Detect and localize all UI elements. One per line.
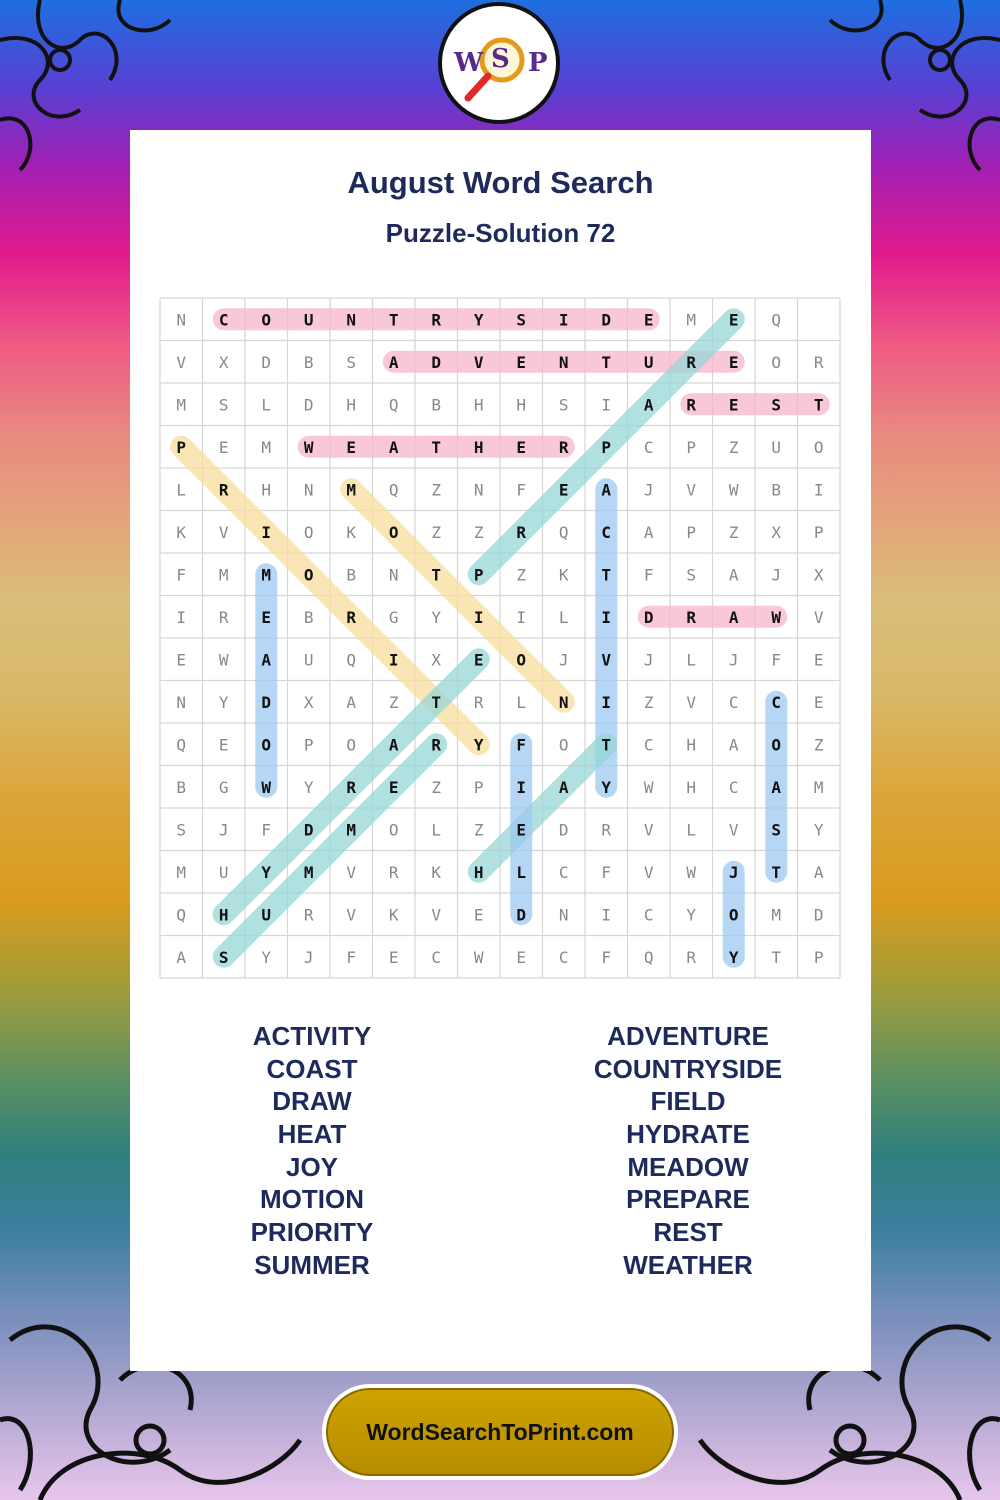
grid-letter: X — [303, 692, 314, 712]
grid-letter: L — [516, 692, 527, 712]
grid-letter: Y — [473, 735, 484, 755]
grid-letter: W — [771, 607, 782, 627]
grid-letter: V — [218, 522, 229, 542]
grid-letter: X — [813, 565, 824, 585]
grid-letter: E — [473, 650, 484, 670]
grid-letter: B — [346, 565, 357, 585]
grid-letter: I — [261, 522, 272, 542]
grid-letter: A — [643, 522, 654, 542]
grid-letter: Y — [473, 310, 484, 330]
grid-letter: A — [388, 352, 399, 372]
grid-letter: T — [601, 352, 612, 372]
grid-letter: J — [558, 650, 569, 670]
grid-letter: A — [261, 650, 272, 670]
logo-letter-p: P — [528, 48, 548, 78]
grid-letter: N — [473, 480, 484, 500]
grid-letter: X — [771, 522, 782, 542]
grid-letter: R — [431, 310, 442, 330]
grid-letter: B — [431, 395, 442, 415]
grid-letter: H — [686, 777, 697, 797]
grid-letter: I — [558, 310, 569, 330]
grid-letter: Y — [218, 692, 229, 712]
grid-letter: D — [813, 905, 824, 925]
grid-letter: T — [431, 692, 442, 712]
grid-letter: V — [431, 905, 442, 925]
word-list-left — [162, 1020, 462, 1282]
grid-letter: U — [771, 437, 782, 457]
grid-letter: S — [686, 565, 697, 585]
grid-letter: R — [346, 777, 357, 797]
grid-letter: A — [643, 395, 654, 415]
grid-letter: R — [686, 607, 697, 627]
grid-letter: Y — [728, 947, 739, 967]
grid-letter: R — [516, 522, 527, 542]
grid-letter: U — [218, 862, 229, 882]
grid-letter: R — [813, 352, 824, 372]
grid-letter: X — [431, 650, 442, 670]
grid-letter: Z — [431, 777, 442, 797]
grid-letter: M — [346, 480, 357, 500]
grid-letter: V — [686, 480, 697, 500]
grid-letter: Z — [728, 437, 739, 457]
grid-letter: J — [728, 862, 739, 882]
grid-letter: F — [516, 735, 527, 755]
grid-letter: E — [643, 310, 654, 330]
word-search-grid — [150, 290, 850, 990]
grid-letter: W — [303, 437, 314, 457]
grid-letter: C — [558, 862, 569, 882]
grid-letter: A — [771, 777, 782, 797]
grid-letter: V — [686, 692, 697, 712]
word-item: HYDRATE — [626, 1119, 750, 1150]
grid-letter: Y — [686, 905, 697, 925]
grid-letter: F — [516, 480, 527, 500]
grid-letter: N — [558, 692, 569, 712]
grid-letter: C — [218, 310, 229, 330]
grid-letter: P — [303, 735, 314, 755]
grid-letter: Y — [601, 777, 612, 797]
grid-letter: E — [728, 310, 739, 330]
grid-letter: U — [303, 310, 314, 330]
grid-letter: W — [218, 650, 229, 670]
logo-letter-s: S — [491, 44, 510, 74]
grid-letter: A — [388, 437, 399, 457]
grid-letter: M — [261, 437, 272, 457]
grid-letter: J — [771, 565, 782, 585]
grid-letter: C — [431, 947, 442, 967]
grid-letter: Y — [431, 607, 442, 627]
grid-letter: W — [473, 947, 484, 967]
grid-letter: E — [346, 437, 357, 457]
grid-letter: G — [218, 777, 229, 797]
grid-letter: O — [261, 310, 272, 330]
grid-letter: S — [771, 820, 782, 840]
grid-letter: E — [516, 820, 527, 840]
grid-letter: V — [728, 820, 739, 840]
grid-letter: V — [473, 352, 484, 372]
grid-letter: A — [388, 735, 399, 755]
grid-letter: T — [388, 310, 399, 330]
grid-letter: R — [346, 607, 357, 627]
word-item: ACTIVITY — [252, 1021, 372, 1051]
grid-letter: L — [558, 607, 569, 627]
grid-letter: S — [346, 352, 357, 372]
grid-letter: P — [686, 437, 697, 457]
grid-letter: L — [176, 480, 187, 500]
word-item: COAST — [266, 1053, 358, 1084]
grid-letter: W — [261, 777, 272, 797]
grid-letter: H — [516, 395, 527, 415]
grid-letter: C — [643, 437, 654, 457]
grid-letter: Y — [261, 947, 272, 967]
grid-letter: I — [601, 607, 612, 627]
word-item: PREPARE — [626, 1184, 750, 1215]
grid-letter: K — [346, 522, 357, 542]
grid-letter: D — [431, 352, 442, 372]
grid-letter: T — [601, 565, 612, 585]
grid-letter: D — [261, 692, 272, 712]
grid-letter: F — [261, 820, 272, 840]
grid-letter: O — [558, 735, 569, 755]
site-badge[interactable] — [326, 1388, 674, 1476]
word-item: SUMMER — [254, 1249, 370, 1280]
grid-letter: O — [346, 735, 357, 755]
grid-letter: A — [601, 480, 612, 500]
grid-letter: N — [176, 310, 187, 330]
grid-letter: M — [218, 565, 229, 585]
grid-letter: W — [728, 480, 739, 500]
grid-letter: E — [516, 352, 527, 372]
grid-letter: E — [388, 947, 399, 967]
word-item: COUNTRYSIDE — [593, 1053, 783, 1084]
grid-letter: M — [176, 395, 187, 415]
grid-letter: Q — [346, 650, 357, 670]
grid-letter: I — [516, 607, 527, 627]
grid-letter: I — [601, 692, 612, 712]
grid-letter: O — [388, 522, 399, 542]
grid-letter: H — [473, 395, 484, 415]
grid-letter: B — [771, 480, 782, 500]
grid-letter: R — [686, 352, 697, 372]
word-item: WEATHER — [623, 1249, 753, 1280]
grid-letter: R — [218, 607, 229, 627]
grid-letter: I — [516, 777, 527, 797]
grid-letter: E — [558, 480, 569, 500]
grid-letter: E — [261, 607, 272, 627]
grid-letter: R — [558, 437, 569, 457]
grid-letter: D — [601, 310, 612, 330]
grid-letter: L — [686, 650, 697, 670]
grid-letter: M — [261, 565, 272, 585]
word-item: MEADOW — [627, 1151, 749, 1182]
grid-letter: E — [813, 650, 824, 670]
grid-letter: K — [388, 905, 399, 925]
grid-letter: N — [176, 692, 187, 712]
grid-letter: H — [346, 395, 357, 415]
grid-letter: W — [643, 777, 654, 797]
grid-letter: T — [771, 947, 782, 967]
grid-letter: Y — [813, 820, 824, 840]
grid-letter: E — [218, 437, 229, 457]
grid-letter: J — [643, 480, 654, 500]
grid-letter: J — [728, 650, 739, 670]
grid-letter: F — [601, 947, 612, 967]
grid-letter: P — [813, 522, 824, 542]
grid-letter: P — [686, 522, 697, 542]
grid-letter: A — [558, 777, 569, 797]
grid-letter: Z — [388, 692, 399, 712]
grid-letter: Q — [388, 480, 399, 500]
page-subtitle: Puzzle-Solution 72 — [385, 218, 616, 248]
grid-letter: K — [176, 522, 187, 542]
grid-letter: P — [176, 437, 187, 457]
grid-letter: A — [728, 565, 739, 585]
grid-letter: U — [643, 352, 654, 372]
grid-letter: V — [346, 862, 357, 882]
grid-letter: A — [346, 692, 357, 712]
grid-letter: Z — [516, 565, 527, 585]
grid-letter: E — [728, 352, 739, 372]
word-item: REST — [653, 1217, 723, 1248]
grid-letter: T — [431, 565, 442, 585]
grid-letter: O — [388, 820, 399, 840]
grid-letter: F — [643, 565, 654, 585]
grid-letter: M — [813, 777, 824, 797]
grid-letter: D — [516, 905, 527, 925]
grid-letter: V — [643, 862, 654, 882]
grid-letter: B — [303, 352, 314, 372]
grid-letter: M — [303, 862, 314, 882]
grid-letter: I — [813, 480, 824, 500]
grid-letter: F — [601, 862, 612, 882]
grid-letter: P — [473, 777, 484, 797]
grid-letter: S — [516, 310, 527, 330]
grid-letter: J — [303, 947, 314, 967]
grid-letter: I — [601, 905, 612, 925]
logo — [438, 2, 560, 124]
grid-letter: M — [346, 820, 357, 840]
grid-letter: R — [473, 692, 484, 712]
grid-letter: H — [473, 437, 484, 457]
word-item: MOTION — [260, 1184, 364, 1215]
grid-letter: R — [431, 735, 442, 755]
grid-letter: E — [813, 692, 824, 712]
grid-letter: U — [303, 650, 314, 670]
grid-letter: S — [176, 820, 187, 840]
grid-letter: W — [686, 862, 697, 882]
grid-letter: S — [218, 947, 229, 967]
grid-letter: Q — [771, 310, 782, 330]
word-item: HEAT — [277, 1119, 347, 1150]
grid-letter: E — [218, 735, 229, 755]
grid-letter: Z — [431, 522, 442, 542]
grid-letter: V — [813, 607, 824, 627]
grid-letter: I — [473, 607, 484, 627]
grid-letter: Y — [303, 777, 314, 797]
grid-letter: N — [558, 905, 569, 925]
grid-letter: I — [601, 395, 612, 415]
grid-letter: C — [558, 947, 569, 967]
grid-letter: V — [176, 352, 187, 372]
grid-letter: R — [601, 820, 612, 840]
grid-letter: D — [643, 607, 654, 627]
grid-letter: A — [813, 862, 824, 882]
grid-letter: N — [558, 352, 569, 372]
grid-letter: H — [473, 862, 484, 882]
grid-letter: M — [771, 905, 782, 925]
grid-letter: I — [388, 650, 399, 670]
grid-letter: R — [686, 395, 697, 415]
grid-letter: D — [558, 820, 569, 840]
grid-letter: R — [303, 905, 314, 925]
grid-letter: F — [176, 565, 187, 585]
grid-letter: M — [176, 862, 187, 882]
grid-letter: R — [388, 862, 399, 882]
site-link[interactable]: WordSearchToPrint.com — [366, 1418, 634, 1445]
grid-letter: L — [686, 820, 697, 840]
grid-letter: O — [771, 352, 782, 372]
grid-letter: I — [176, 607, 187, 627]
grid-letter: A — [728, 607, 739, 627]
grid-letter: L — [516, 862, 527, 882]
word-item: FIELD — [650, 1086, 726, 1117]
grid-letter: R — [218, 480, 229, 500]
grid-letter: C — [643, 905, 654, 925]
grid-letter: P — [473, 565, 484, 585]
grid-letter: F — [346, 947, 357, 967]
grid-letter: S — [558, 395, 569, 415]
grid-letter: S — [218, 395, 229, 415]
grid-letter: X — [218, 352, 229, 372]
grid-letter: H — [218, 905, 229, 925]
grid-letter: Y — [261, 862, 272, 882]
word-item: ADVENTURE — [607, 1021, 769, 1051]
grid-letter: V — [601, 650, 612, 670]
grid-letter: H — [686, 735, 697, 755]
grid-letter: D — [303, 395, 314, 415]
grid-letter: E — [516, 947, 527, 967]
grid-letter: V — [346, 905, 357, 925]
grid-letter: Z — [473, 522, 484, 542]
grid-letter: Q — [388, 395, 399, 415]
grid-letter: Z — [473, 820, 484, 840]
grid-letter: O — [813, 437, 824, 457]
grid-letter: U — [261, 905, 272, 925]
grid-letter: A — [176, 947, 187, 967]
grid-letter: Q — [558, 522, 569, 542]
grid-letter: D — [303, 820, 314, 840]
grid-letter: E — [728, 395, 739, 415]
grid-letter: O — [303, 565, 314, 585]
grid-letter: O — [516, 650, 527, 670]
grid-letter: Z — [643, 692, 654, 712]
grid-letter: F — [771, 650, 782, 670]
grid-letter: L — [261, 395, 272, 415]
grid-letter: C — [771, 692, 782, 712]
grid-letter: K — [431, 862, 442, 882]
grid-letter: C — [728, 692, 739, 712]
grid-letter: G — [388, 607, 399, 627]
grid-letter: Q — [176, 905, 187, 925]
grid-letter: Q — [643, 947, 654, 967]
grid-letter: O — [728, 905, 739, 925]
grid-letter: E — [388, 777, 399, 797]
grid-letter: T — [601, 735, 612, 755]
logo-letter-w: W — [454, 48, 484, 78]
grid-letter: C — [643, 735, 654, 755]
grid-letter: J — [218, 820, 229, 840]
grid-letter: M — [686, 310, 697, 330]
word-list-right — [538, 1020, 838, 1282]
grid-letter: C — [601, 522, 612, 542]
grid-letter: Q — [176, 735, 187, 755]
word-item: JOY — [285, 1151, 339, 1182]
grid-letter: O — [771, 735, 782, 755]
page-title: August Word Search — [347, 165, 654, 200]
grid-letter: B — [303, 607, 314, 627]
word-item: PRIORITY — [250, 1217, 374, 1248]
grid-letter: L — [431, 820, 442, 840]
grid-letter: H — [261, 480, 272, 500]
grid-letter: V — [643, 820, 654, 840]
grid-letter: R — [686, 947, 697, 967]
grid-letter: Z — [813, 735, 824, 755]
grid-letter: J — [643, 650, 654, 670]
grid-letter: T — [813, 395, 824, 415]
grid-letter: N — [303, 480, 314, 500]
grid-letter: O — [261, 735, 272, 755]
grid-letter: C — [728, 777, 739, 797]
grid-letter: Z — [431, 480, 442, 500]
grid-letter: N — [346, 310, 357, 330]
grid-letter: A — [728, 735, 739, 755]
grid-letter: E — [516, 437, 527, 457]
grid-letter: O — [303, 522, 314, 542]
grid-letter: T — [431, 437, 442, 457]
grid-letter: N — [388, 565, 399, 585]
grid-letter: Z — [728, 522, 739, 542]
grid-letter: K — [558, 565, 569, 585]
grid-letter: E — [473, 905, 484, 925]
grid-letter: S — [771, 395, 782, 415]
grid-letter: P — [601, 437, 612, 457]
grid-letter: P — [813, 947, 824, 967]
grid-letter: B — [176, 777, 187, 797]
grid-letter: D — [261, 352, 272, 372]
word-item: DRAW — [272, 1086, 352, 1117]
grid-letter: T — [771, 862, 782, 882]
grid-letter: E — [176, 650, 187, 670]
